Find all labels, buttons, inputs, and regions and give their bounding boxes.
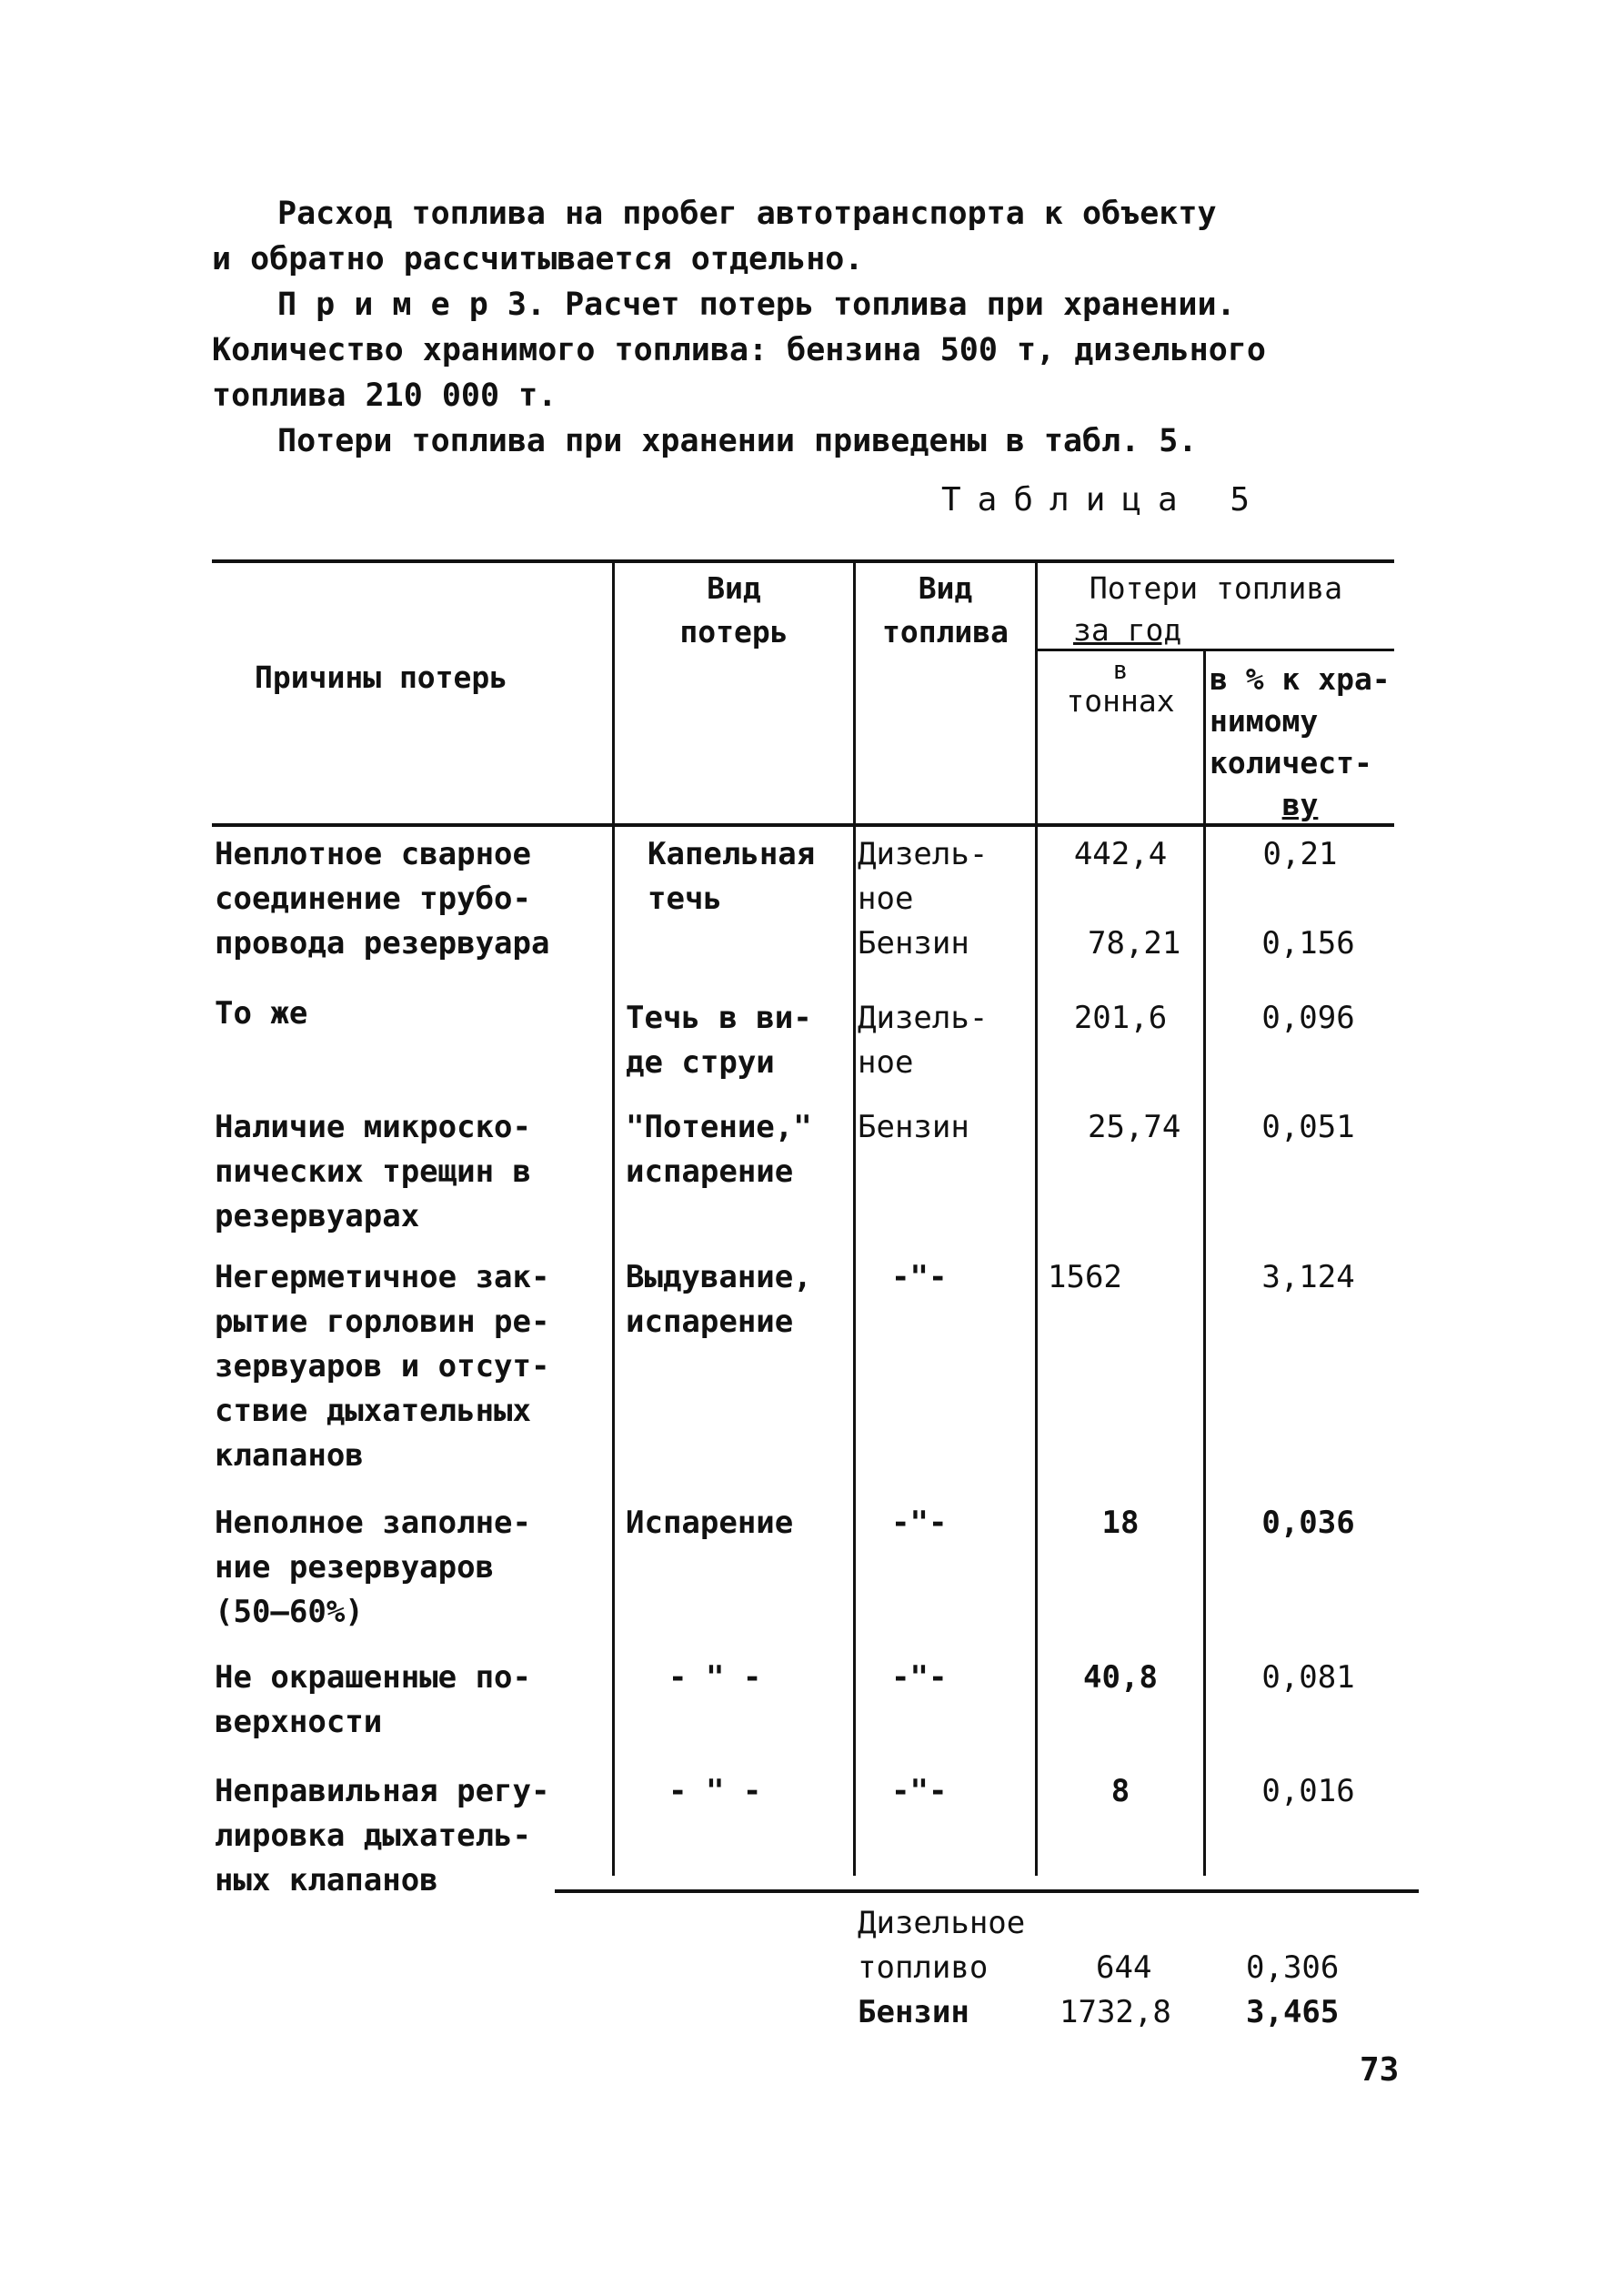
totals-diesel-tons: 644 bbox=[1096, 1949, 1152, 1986]
row5-pct: 0,036 bbox=[1261, 1505, 1355, 1541]
row1-tons: 442,4 bbox=[1073, 836, 1168, 872]
intro-line: Количество хранимого топлива: бензина 500 т, дизельного bbox=[212, 332, 1266, 368]
header-losses-1: Потери топлива bbox=[1089, 570, 1343, 606]
row5-tons: 18 bbox=[1101, 1505, 1140, 1541]
header-cause: Причины потерь bbox=[255, 660, 508, 695]
row4-cause-line: клапанов bbox=[215, 1437, 364, 1474]
row6-cause-line: верхности bbox=[215, 1704, 383, 1740]
row6-tons: 40,8 bbox=[1083, 1659, 1158, 1696]
totals-petrol-pct: 3,465 bbox=[1246, 1994, 1340, 2030]
row2-loss-type: Течь в ви- bbox=[626, 1000, 812, 1036]
header-tons-1: в bbox=[1112, 655, 1129, 685]
row4-loss-type: испарение bbox=[626, 1304, 794, 1340]
row7-pct: 0,016 bbox=[1261, 1773, 1355, 1809]
row1-pct-petrol: 0,156 bbox=[1261, 925, 1355, 962]
row3-cause-line: Наличие микроско- bbox=[215, 1109, 531, 1145]
row3-fuel: Бензин bbox=[858, 1109, 969, 1145]
row2-fuel: Дизель- bbox=[858, 1000, 989, 1036]
row7-loss-type-ditto: - " - bbox=[668, 1773, 762, 1809]
header-pct-3: количест- bbox=[1210, 745, 1372, 780]
header-tons-2: тоннах bbox=[1066, 683, 1175, 719]
row1-cause-line: провода резервуара bbox=[215, 925, 550, 962]
row3-cause-line: резервуарах bbox=[215, 1198, 420, 1234]
totals-diesel-label: Дизельное bbox=[858, 1905, 1026, 1941]
row3-tons: 25,74 bbox=[1088, 1109, 1181, 1145]
row1-loss-type: Капельная bbox=[648, 836, 816, 872]
row1-fuel: Дизель- bbox=[858, 836, 989, 872]
row5-cause-line: ние резервуаров bbox=[215, 1549, 495, 1586]
row5-cause-line: (50–60%) bbox=[215, 1594, 364, 1630]
row5-cause-line: Неполное заполне- bbox=[215, 1505, 531, 1541]
page-number: 73 bbox=[1360, 2051, 1400, 2089]
totals-petrol-tons: 1732,8 bbox=[1060, 1994, 1171, 2030]
row6-cause-line: Не окрашенные по- bbox=[215, 1659, 531, 1696]
intro-line: топлива 210 000 т. bbox=[212, 378, 557, 414]
row7-cause-line: лировка дыхатель- bbox=[215, 1818, 531, 1854]
row4-cause-line: ствие дыхательных bbox=[215, 1393, 531, 1429]
row1-pct: 0,21 bbox=[1262, 836, 1338, 872]
row6-loss-type-ditto: - " - bbox=[668, 1659, 762, 1696]
row2-fuel: ное bbox=[858, 1044, 914, 1081]
row5-loss-type: Испарение bbox=[626, 1505, 794, 1541]
totals-diesel-pct: 0,306 bbox=[1246, 1949, 1340, 1986]
row1-cause-line: соединение трубо- bbox=[215, 881, 531, 917]
row6-pct: 0,081 bbox=[1261, 1659, 1355, 1696]
table-top-rule bbox=[212, 559, 1394, 563]
row4-loss-type: Выдувание, bbox=[626, 1259, 812, 1295]
row6-fuel-ditto: -"- bbox=[891, 1659, 948, 1696]
header-loss-type-2: потерь bbox=[679, 614, 788, 650]
row7-fuel-ditto: -"- bbox=[891, 1773, 948, 1809]
header-loss-type-1: Вид bbox=[707, 570, 761, 606]
header-pct-4: ву bbox=[1281, 787, 1319, 822]
row3-pct: 0,051 bbox=[1261, 1109, 1355, 1145]
row2-cause-line: То же bbox=[215, 995, 308, 1032]
row1-fuel: ное bbox=[858, 881, 914, 917]
header-fuel-type-2: топлива bbox=[881, 614, 1009, 650]
row1-fuel-petrol: Бензин bbox=[858, 925, 969, 962]
row2-tons: 201,6 bbox=[1073, 1000, 1168, 1036]
row4-tons: 1562 bbox=[1048, 1259, 1122, 1295]
row4-cause-line: зервуаров и отсут- bbox=[215, 1348, 550, 1385]
col-divider-2 bbox=[853, 561, 856, 1876]
row5-fuel-ditto: -"- bbox=[891, 1505, 948, 1541]
row7-cause-line: ных клапанов bbox=[215, 1862, 438, 1898]
row7-tons: 8 bbox=[1110, 1773, 1130, 1809]
row2-loss-type: де струи bbox=[626, 1044, 775, 1081]
row7-cause-line: Неправильная регу- bbox=[215, 1773, 550, 1809]
intro-line: П р и м е р 3. Расчет потерь топлива при хранении. bbox=[277, 287, 1236, 323]
col-divider-1 bbox=[612, 561, 615, 1876]
row4-pct: 3,124 bbox=[1261, 1259, 1355, 1295]
intro-line: и обратно рассчитывается отдельно. bbox=[212, 241, 864, 277]
intro-line: Расход топлива на пробег автотранспорта к объекту bbox=[277, 196, 1217, 232]
totals-diesel-label: топливо bbox=[858, 1949, 989, 1986]
row1-tons-petrol: 78,21 bbox=[1088, 925, 1181, 962]
row1-loss-type: течь bbox=[648, 881, 722, 917]
header-pct-1: в % к хра- bbox=[1210, 661, 1391, 697]
header-fuel-type-1: Вид bbox=[918, 570, 973, 606]
table-bottom-rule bbox=[555, 1889, 1419, 1893]
intro-line: Потери топлива при хранении приведены в табл. 5. bbox=[277, 423, 1198, 459]
row4-cause-line: Негерметичное зак- bbox=[215, 1259, 550, 1295]
row1-cause-line: Неплотное сварное bbox=[215, 836, 531, 872]
totals-petrol-label: Бензин bbox=[858, 1994, 969, 2030]
header-losses-2: за год bbox=[1073, 612, 1182, 648]
row4-cause-line: рытие горловин ре- bbox=[215, 1304, 550, 1340]
header-pct-2: нимому bbox=[1210, 703, 1319, 739]
row3-loss-type: испарение bbox=[626, 1153, 794, 1190]
row3-cause-line: пических трещин в bbox=[215, 1153, 531, 1190]
row4-fuel-ditto: -"- bbox=[891, 1259, 948, 1295]
table-caption-text: Таблица 5 bbox=[941, 481, 1267, 519]
row3-loss-type: "Потение," bbox=[626, 1109, 812, 1145]
row2-pct: 0,096 bbox=[1261, 1000, 1355, 1036]
